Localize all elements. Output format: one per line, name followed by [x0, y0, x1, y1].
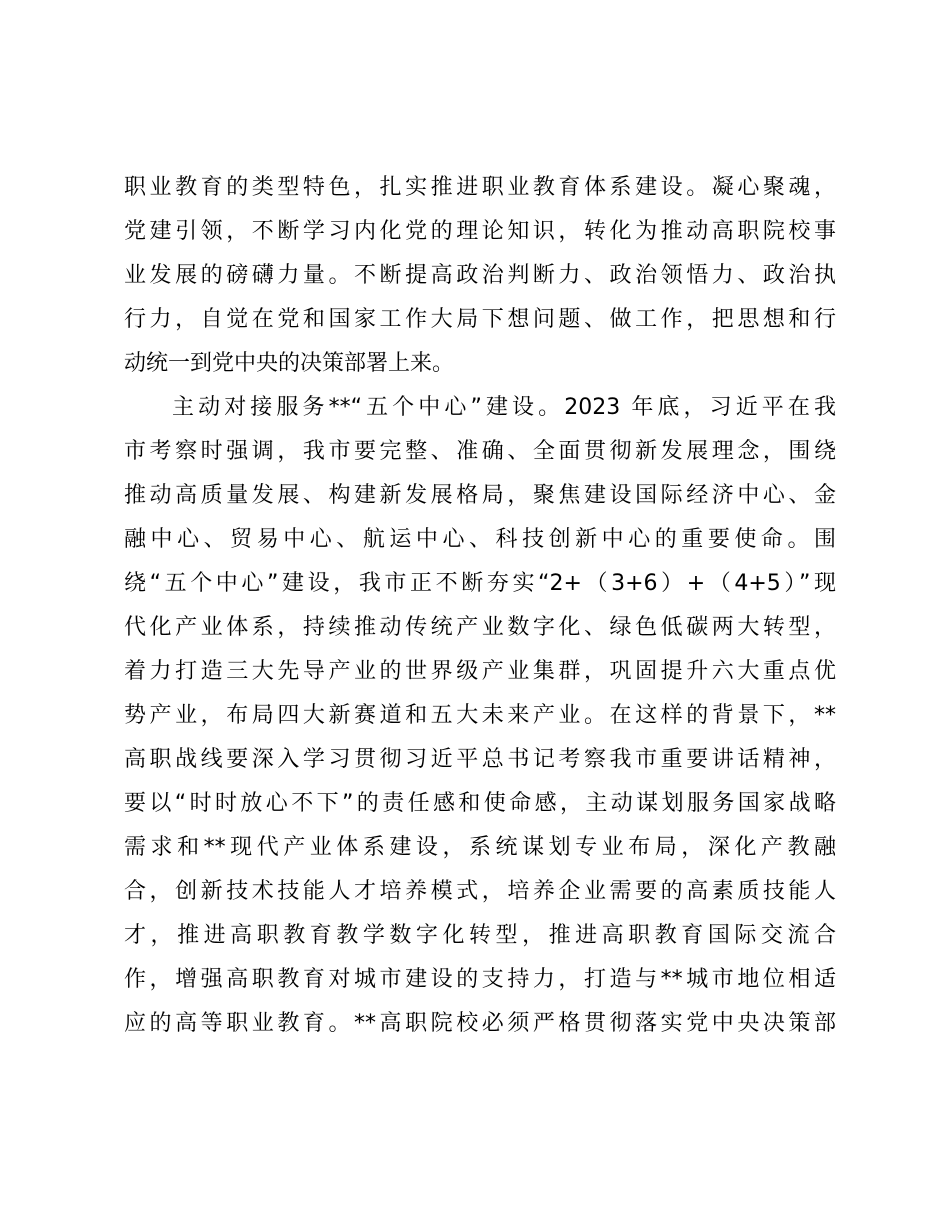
body-text [124, 166, 836, 1046]
text-line: 需求和**现代产业体系建设，系统谋划专业布局，深化产教融 [124, 835, 836, 860]
text-line: 党建引领，不断学习内化党的理论知识，转化为推动高职院校事 [124, 219, 836, 244]
text-line: 动统一到党中央的决策部署上来。 [124, 351, 455, 376]
text-line: 势产业，布局四大新赛道和五大未来产业。在这样的背景下，** [124, 703, 836, 728]
text-line: 绕“五个中心”建设，我市正不断夯实“2+（3+6）+（4+5）”现 [124, 571, 836, 596]
text-line: 融中心、贸易中心、航运中心、科技创新中心的重要使命。围 [124, 527, 836, 552]
text-line: 才，推进高职教育教学数字化转型，推进高职教育国际交流合 [124, 923, 836, 948]
text-line: 着力打造三大先导产业的世界级产业集群，巩固提升六大重点优 [124, 659, 836, 684]
text-line: 代化产业体系，持续推动传统产业数字化、绿色低碳两大转型， [124, 615, 836, 640]
text-line: 高职战线要深入学习贯彻习近平总书记考察我市重要讲话精神， [124, 747, 836, 772]
text-line: 推动高质量发展、构建新发展格局，聚焦建设国际经济中心、金 [124, 483, 836, 508]
text-line: 行力，自觉在党和国家工作大局下想问题、做工作，把思想和行 [124, 307, 836, 332]
text-line: 合，创新技术技能人才培养模式，培养企业需要的高素质技能人 [124, 879, 836, 904]
text-line: 应的高等职业教育。**高职院校必须严格贯彻落实党中央决策部 [124, 1011, 836, 1036]
text-line: 要以“时时放心不下”的责任感和使命感，主动谋划服务国家战略 [124, 791, 836, 816]
text-line: 主动对接服务**“五个中心”建设。2023 年底，习近平在我 [172, 395, 836, 420]
text-line: 业发展的磅礴力量。不断提高政治判断力、政治领悟力、政治执 [124, 263, 836, 288]
text-line: 职业教育的类型特色，扎实推进职业教育体系建设。凝心聚魂， [124, 175, 836, 200]
text-line: 作，增强高职教育对城市建设的支持力，打造与**城市地位相适 [124, 967, 836, 992]
text-line: 市考察时强调，我市要完整、准确、全面贯彻新发展理念，围绕 [124, 439, 836, 464]
